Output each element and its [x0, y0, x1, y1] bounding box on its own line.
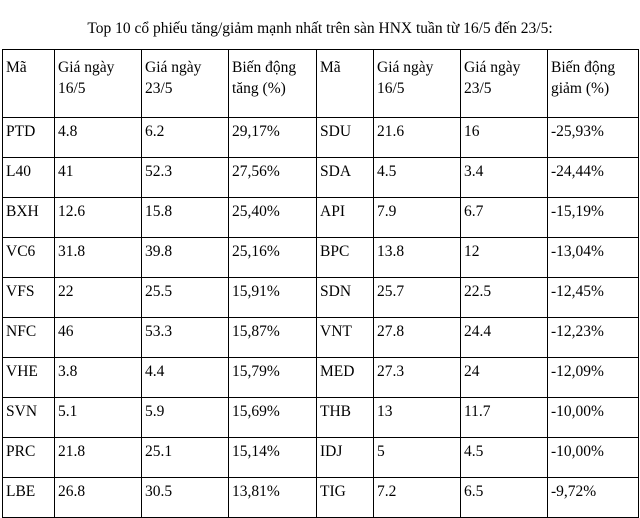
- table-row: [3, 398, 639, 438]
- loss-price-2-cell: 3.4: [461, 158, 548, 198]
- header-gain-price-1: [55, 50, 142, 118]
- header-line: 23/5: [145, 80, 173, 97]
- loss-price-1-cell: 27.8: [374, 318, 461, 358]
- loss-change-cell: -13,04%: [548, 238, 639, 278]
- loss-code-cell: API: [317, 198, 374, 238]
- gain-price-2-cell: 39.8: [142, 238, 229, 278]
- loss-code-cell: SDU: [317, 118, 374, 158]
- loss-price-1-cell: 13.8: [374, 238, 461, 278]
- stock-table: [2, 49, 639, 518]
- loss-code-cell: BPC: [317, 238, 374, 278]
- header-line: 16/5: [58, 80, 86, 97]
- table-row: [3, 478, 639, 518]
- header-gain-price-2: [142, 50, 229, 118]
- gain-price-2-cell: 30.5: [142, 478, 229, 518]
- loss-code-cell: IDJ: [317, 438, 374, 478]
- header-line: Giá ngày: [145, 59, 202, 76]
- gain-change-cell: 15,79%: [229, 358, 317, 398]
- header-line: tăng (%): [232, 80, 286, 97]
- gain-price-2-cell: 15.8: [142, 198, 229, 238]
- gain-change-cell: 29,17%: [229, 118, 317, 158]
- gain-code-cell: VC6: [3, 238, 55, 278]
- loss-price-1-cell: 4.5: [374, 158, 461, 198]
- gain-change-cell: 15,87%: [229, 318, 317, 358]
- gain-price-2-cell: 25.1: [142, 438, 229, 478]
- gain-code-cell: PRC: [3, 438, 55, 478]
- gain-price-1-cell: 12.6: [55, 198, 142, 238]
- gain-price-1-cell: 21.8: [55, 438, 142, 478]
- table-row: [3, 198, 639, 238]
- gain-price-1-cell: 5.1: [55, 398, 142, 438]
- loss-change-cell: -12,45%: [548, 278, 639, 318]
- table-row: [3, 238, 639, 278]
- table-row: [3, 438, 639, 478]
- header-line: Giá ngày: [377, 59, 434, 76]
- loss-code-cell: VNT: [317, 318, 374, 358]
- loss-price-2-cell: 24.4: [461, 318, 548, 358]
- loss-price-1-cell: 21.6: [374, 118, 461, 158]
- table-row: [3, 118, 639, 158]
- gain-change-cell: 25,40%: [229, 198, 317, 238]
- loss-price-2-cell: 24: [461, 358, 548, 398]
- loss-price-2-cell: 6.7: [461, 198, 548, 238]
- loss-price-1-cell: 7.2: [374, 478, 461, 518]
- gain-change-cell: 27,56%: [229, 158, 317, 198]
- header-gain-change: [229, 50, 317, 118]
- header-line: Biến động: [232, 59, 297, 76]
- loss-code-cell: SDA: [317, 158, 374, 198]
- gain-change-cell: 25,16%: [229, 238, 317, 278]
- loss-price-1-cell: 7.9: [374, 198, 461, 238]
- gain-code-cell: BXH: [3, 198, 55, 238]
- gain-price-1-cell: 31.8: [55, 238, 142, 278]
- gain-price-2-cell: 5.9: [142, 398, 229, 438]
- header-loss-change: [548, 50, 639, 118]
- gain-price-1-cell: 41: [55, 158, 142, 198]
- gain-price-1-cell: 26.8: [55, 478, 142, 518]
- loss-price-2-cell: 11.7: [461, 398, 548, 438]
- gain-price-2-cell: 53.3: [142, 318, 229, 358]
- loss-change-cell: -9,72%: [548, 478, 639, 518]
- header-line: 23/5: [464, 80, 492, 97]
- table-row: [3, 158, 639, 198]
- loss-price-1-cell: 27.3: [374, 358, 461, 398]
- header-line: Giá ngày: [464, 59, 521, 76]
- loss-change-cell: -12,23%: [548, 318, 639, 358]
- loss-price-1-cell: 13: [374, 398, 461, 438]
- header-line: Biến động: [551, 59, 616, 76]
- header-loss-price-2: [461, 50, 548, 118]
- gain-code-cell: VHE: [3, 358, 55, 398]
- gain-code-cell: NFC: [3, 318, 55, 358]
- table-row: [3, 278, 639, 318]
- gain-change-cell: 15,69%: [229, 398, 317, 438]
- loss-change-cell: -24,44%: [548, 158, 639, 198]
- loss-price-1-cell: 25.7: [374, 278, 461, 318]
- header-line: 16/5: [377, 80, 405, 97]
- table-row: [3, 358, 639, 398]
- gain-code-cell: PTD: [3, 118, 55, 158]
- loss-price-2-cell: 12: [461, 238, 548, 278]
- header-loss-code: Mã: [317, 50, 374, 118]
- loss-code-cell: SDN: [317, 278, 374, 318]
- gain-code-cell: LBE: [3, 478, 55, 518]
- loss-change-cell: -15,19%: [548, 198, 639, 238]
- loss-code-cell: MED: [317, 358, 374, 398]
- gain-price-2-cell: 52.3: [142, 158, 229, 198]
- loss-price-2-cell: 6.5: [461, 478, 548, 518]
- page-title: Top 10 cổ phiếu tăng/giảm mạnh nhất trên sàn HNX tuần từ 16/5 đến 23/5:: [87, 20, 553, 37]
- loss-change-cell: -25,93%: [548, 118, 639, 158]
- header-row: [3, 50, 639, 118]
- loss-price-2-cell: 22.5: [461, 278, 548, 318]
- loss-change-cell: -12,09%: [548, 358, 639, 398]
- header-gain-code: Mã: [3, 50, 55, 118]
- gain-price-1-cell: 46: [55, 318, 142, 358]
- loss-code-cell: THB: [317, 398, 374, 438]
- loss-price-2-cell: 16: [461, 118, 548, 158]
- loss-price-1-cell: 5: [374, 438, 461, 478]
- header-line: Giá ngày: [58, 59, 115, 76]
- gain-price-2-cell: 4.4: [142, 358, 229, 398]
- gain-code-cell: SVN: [3, 398, 55, 438]
- loss-change-cell: -10,00%: [548, 438, 639, 478]
- loss-code-cell: TIG: [317, 478, 374, 518]
- gain-change-cell: 13,81%: [229, 478, 317, 518]
- table-row: [3, 318, 639, 358]
- gain-price-2-cell: 25.5: [142, 278, 229, 318]
- loss-price-2-cell: 4.5: [461, 438, 548, 478]
- gain-change-cell: 15,91%: [229, 278, 317, 318]
- gain-price-2-cell: 6.2: [142, 118, 229, 158]
- gain-code-cell: VFS: [3, 278, 55, 318]
- gain-price-1-cell: 4.8: [55, 118, 142, 158]
- gain-price-1-cell: 3.8: [55, 358, 142, 398]
- header-loss-price-1: [374, 50, 461, 118]
- gain-price-1-cell: 22: [55, 278, 142, 318]
- gain-change-cell: 15,14%: [229, 438, 317, 478]
- header-line: giảm (%): [551, 80, 610, 97]
- loss-change-cell: -10,00%: [548, 398, 639, 438]
- gain-code-cell: L40: [3, 158, 55, 198]
